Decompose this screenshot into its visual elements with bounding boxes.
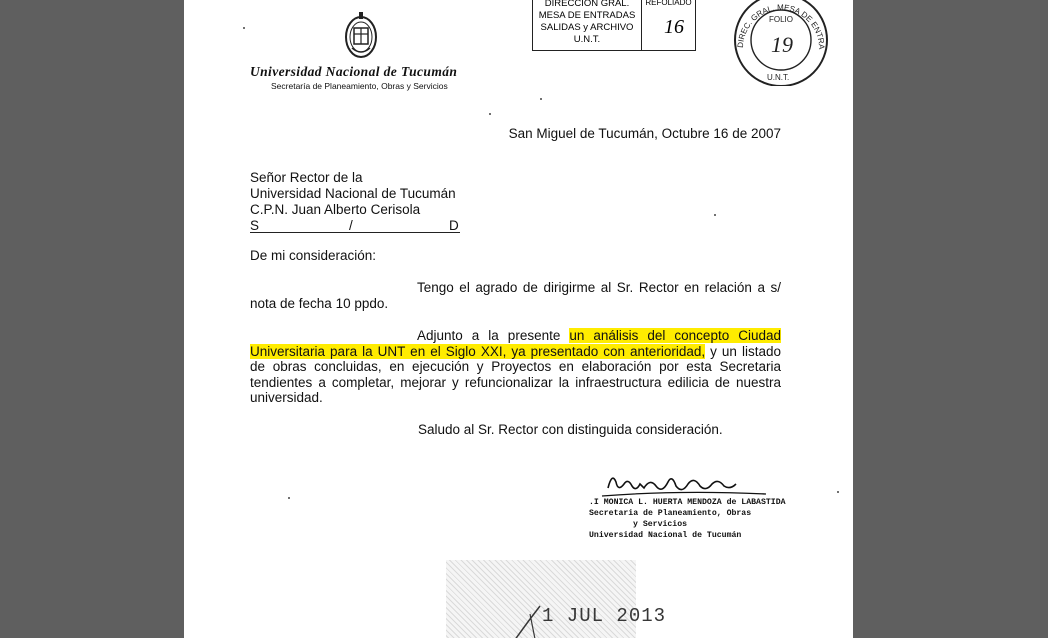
recipient-d: D xyxy=(449,218,459,233)
signer-title-1: Secretaria de Planeamiento, Obras xyxy=(589,509,752,518)
refoliado-number: 16 xyxy=(664,16,684,38)
scan-speck xyxy=(540,98,542,100)
round-stamp-ring-text: DIREC. GRAL. MESA DE ENTRA xyxy=(735,2,827,50)
recipient-line-1: Señor Rector de la xyxy=(250,170,363,185)
paragraph-2 xyxy=(250,328,781,406)
date-line: San Miguel de Tucumán, Octubre 16 de 2007 xyxy=(508,126,781,141)
greeting: De mi consideración: xyxy=(250,248,377,263)
letterhead-university: Universidad Nacional de Tucumán xyxy=(250,64,458,79)
scan-speck xyxy=(837,491,839,493)
received-stamp xyxy=(446,560,667,638)
scan-speck xyxy=(243,27,245,29)
paragraph-2-start: Adjunto a la presente xyxy=(417,328,570,343)
round-stamp-bottom: U.N.T. xyxy=(767,73,790,82)
refoliado-box xyxy=(642,0,695,50)
round-folio-stamp xyxy=(729,0,833,86)
recipient-line-2: Universidad Nacional de Tucumán xyxy=(250,186,456,201)
closing-line: Saludo al Sr. Rector con distinguida consideración. xyxy=(418,422,723,437)
stamp-mark-icon xyxy=(506,604,546,638)
paragraph-1-text: Tengo el agrado de dirigirme al Sr. Rector en relación a s/ nota de fecha 10 ppdo. xyxy=(250,280,781,311)
received-stamp-date: 1 JUL 2013 xyxy=(542,605,667,627)
letterhead-department: Secretaría de Planeamiento, Obras y Servicios xyxy=(271,81,448,91)
entry-stamp-text xyxy=(533,0,642,50)
signer-title-2: y Servicios xyxy=(633,520,688,529)
university-seal-icon xyxy=(344,10,378,60)
scan-speck xyxy=(714,214,716,216)
scan-speck xyxy=(489,113,491,115)
scan-speck xyxy=(288,497,290,499)
recipient-line-3: C.P.N. Juan Alberto Cerisola xyxy=(250,202,421,217)
recipient-slash: / xyxy=(349,218,353,233)
signer-title-3: Universidad Nacional de Tucumán xyxy=(589,531,742,540)
recipient-s: S xyxy=(250,218,260,233)
stamp-line-4: U.N.T. xyxy=(573,34,601,45)
recipient-underline xyxy=(250,232,460,233)
round-stamp-folio-label: FOLIO xyxy=(769,15,794,24)
stamp-line-3: SALIDAS y ARCHIVO xyxy=(540,22,634,33)
round-stamp-number: 19 xyxy=(771,32,793,57)
paragraph-2-end: y un listado de obras concluidas, en ejecución y Proyectos en elaboración por esta Secretaria tendientes a completar, mejorar y refuncionalizar la infraestructura edilicia de nuestra universidad. xyxy=(250,343,781,405)
signature-block xyxy=(589,497,786,541)
stamp-line-2: MESA DE ENTRADAS xyxy=(538,10,636,21)
paragraph-1 xyxy=(250,280,781,311)
stamp-line-1: DIRECCION GRAL. xyxy=(544,0,630,9)
entry-stamp xyxy=(532,0,696,51)
document-page xyxy=(184,0,853,638)
signer-name: .I MONICA L. HUERTA MENDOZA de LABASTIDA xyxy=(589,498,786,507)
highlighted-text: un análisis del concepto Ciudad Universitaria para la UNT en el Siglo XXI, ya presentado con anterioridad, xyxy=(250,328,781,359)
refoliado-label: REFOLIADO xyxy=(645,0,692,7)
